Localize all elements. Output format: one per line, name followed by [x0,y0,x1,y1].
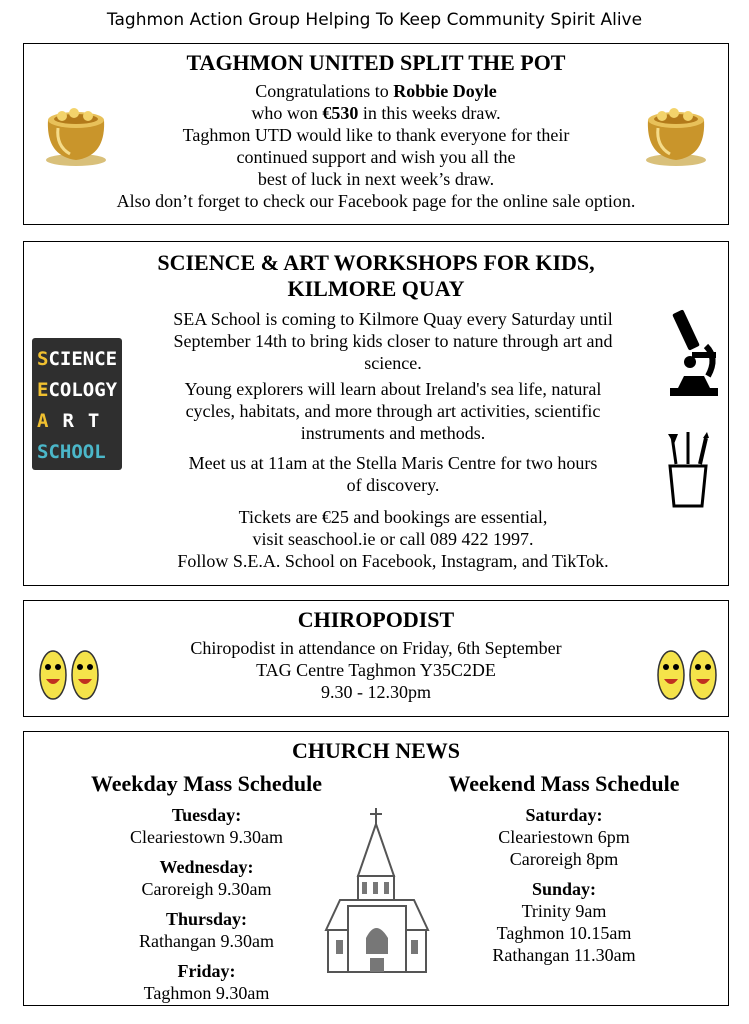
workshop-text: visit seaschool.ie or call 089 422 1997. [252,529,534,549]
pot-line: Taghmon UTD would like to thank everyone for their [182,125,570,145]
pot-line: continued support and wish you all the [236,147,516,167]
workshop-text: Follow S.E.A. School on Facebook, Instagram, and TikTok. [177,551,609,571]
chiropodist-line: 9.30 - 12.30pm [321,682,431,702]
prize-amount: €530 [322,103,359,123]
day-label: Thursday [165,909,242,929]
logo-letter: S [37,348,49,370]
pot-line2: who won [251,103,323,123]
logo-letter: E [37,379,49,401]
logo-letter: A [37,410,63,432]
workshop-text: science. [364,353,422,373]
day-label: Friday [177,961,230,981]
mass-location: Taghmon 10.15am [496,923,632,943]
page-header: Taghmon Action Group Helping To Keep Community Spirit Alive [106,10,643,30]
workshop-text: Young explorers will learn about Ireland's sea life, natural [184,379,602,399]
pot-line: Also don’t forget to check our Facebook page for the online sale option. [116,191,636,211]
mass-location: Cleariestown 9.30am [130,827,283,847]
mass-location: Rathangan 11.30am [492,945,636,965]
workshop-text: September 14th to bring kids closer to nature through art and [173,331,613,351]
church-icon [318,806,436,976]
gold-pot-icon [638,98,714,170]
day-label: Sunday [531,879,591,899]
microscope-icon [664,306,722,398]
workshop-text: Tickets are €25 and bookings are essential, [238,507,548,527]
pot-line1: Congratulations to [255,81,394,101]
art-supplies-icon [662,430,714,510]
chiropodist-line: TAG Centre Taghmon Y35C2DE [256,660,496,680]
workshop-title-line2: KILMORE QUAY [287,276,465,301]
winner-name: Robbie Doyle [393,81,497,101]
church-news-section [23,731,729,1006]
happy-feet-icon [36,637,102,701]
gold-pot-icon [38,98,114,170]
day-label: Tuesday [171,805,236,825]
workshop-body [122,308,664,572]
logo-word-school: SCHOOL [37,441,106,463]
mass-location: Caroreigh 9.30am [141,879,272,899]
pot-body [24,80,728,212]
chiropodist-title: CHIROPODIST [297,607,455,632]
day-label: Saturday [525,805,597,825]
chiropodist-section [23,600,729,717]
weekend-title: Weekend Mass Schedule [448,771,680,796]
pot-title: TAGHMON UNITED SPLIT THE POT [186,50,566,75]
workshop-text: Meet us at 11am at the Stella Maris Centre for two hours [188,453,598,473]
mass-location: Trinity 9am [521,901,607,921]
logo-word: CIENCE [48,348,118,370]
chiropodist-line: Chiropodist in attendance on Friday, 6th September [190,638,562,658]
logo-word: COLOGY [48,379,118,401]
workshop-title [24,250,728,302]
sea-school-logo [32,338,122,470]
workshop-text: of discovery. [346,475,440,495]
logo-word: RT [62,410,114,432]
mass-location: Caroreigh 8pm [509,849,619,869]
split-the-pot-section [23,43,729,225]
weekend-schedule: Weekend Mass Schedule Saturday: Cleariestown 6pm Caroreigh 8pm Sunday: Trinity 9am Taghmon 10.15am Rathangan 11.30am [419,770,709,966]
pot-line: best of luck in next week’s draw. [257,169,495,189]
weekday-title: Weekday Mass Schedule [90,771,323,796]
workshop-title-line1: SCIENCE & ART WORKSHOPS FOR KIDS, [157,250,595,275]
mass-location: Rathangan 9.30am [139,931,274,951]
workshop-text: cycles, habitats, and more through art activities, scientific [185,401,601,421]
church-title: CHURCH NEWS [291,738,461,763]
workshop-text: instruments and methods. [300,423,486,443]
happy-feet-icon [654,637,720,701]
chiropodist-body [24,637,728,703]
weekday-schedule: Weekday Mass Schedule Tuesday: Cleariestown 9.30am Wednesday: Caroreigh 9.30am Thursday: Rathangan 9.30am Friday: Taghmon 9.30am [64,770,349,1004]
day-label: Wednesday [159,857,248,877]
mass-location: Cleariestown 6pm [498,827,630,847]
mass-location: Taghmon 9.30am [143,983,270,1003]
workshop-text: SEA School is coming to Kilmore Quay every Saturday until [173,309,613,329]
pot-line2-end: in this weeks draw. [358,103,501,123]
workshop-section [23,241,729,586]
